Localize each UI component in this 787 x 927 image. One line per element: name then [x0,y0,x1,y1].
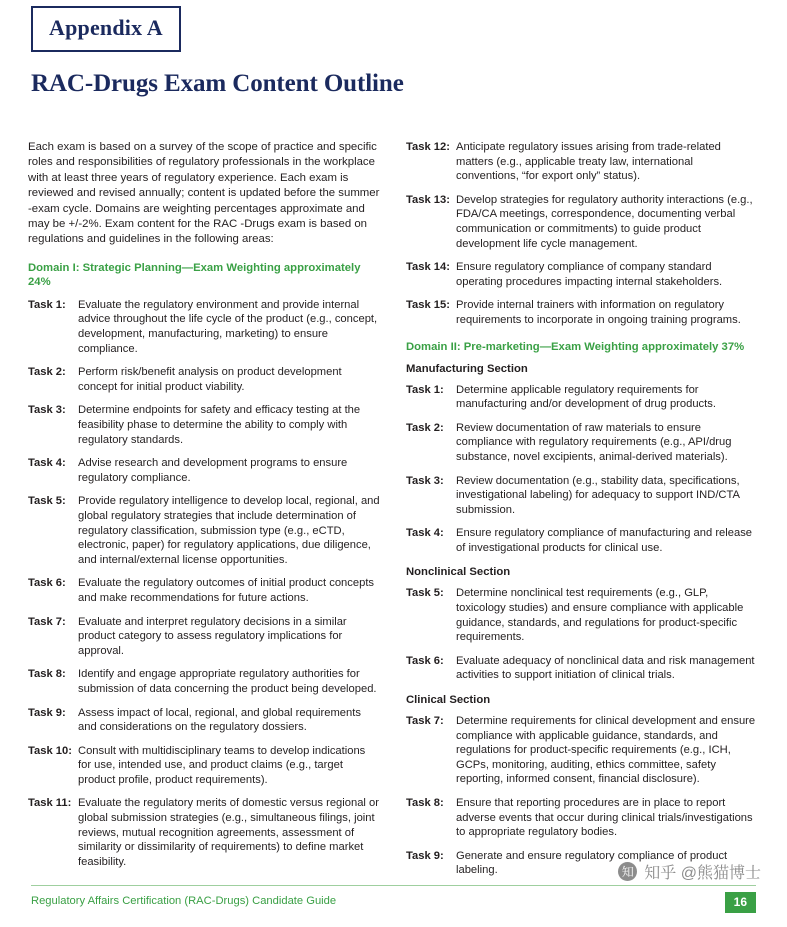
left-column [28,140,380,887]
task-item [406,383,758,412]
task-text: Ensure regulatory compliance of manufacturing and release of investigational products for clinical use. [456,527,753,554]
task-item [28,365,380,394]
task-number: Task 4: [28,457,66,470]
task-text: Perform risk/benefit analysis on product development concept for initial product viability. [78,366,342,393]
section-heading-manufacturing: Manufacturing Section [406,362,528,375]
task-text: Evaluate and interpret regulatory decisions in a similar product category to assess regulatory implications for approval. [78,615,347,657]
right-column [406,140,758,887]
task-item [28,706,380,735]
task-text: Provide regulatory intelligence to develop local, regional, and global regulatory strategies that include determination of regulatory classification, submission type (e.g., eCTD, electronic, paper) for regulatory applications, due diligence, and internal/external license opportunities. [78,495,380,566]
task-text: Review documentation of raw materials to ensure compliance with regulatory requirements (e.g., API/drug substance, novel excipients, animal-derived materials). [456,421,732,463]
task-item [28,298,380,356]
task-text: Advise research and development programs to ensure regulatory compliance. [78,457,348,484]
task-number: Task 8: [406,797,444,809]
task-item [406,421,758,465]
task-item [406,298,758,327]
page-number-badge: 16 [725,892,756,913]
task-text: Ensure that reporting procedures are in place to report adverse events that occur during clinical trials/investigations to appropriate regulatory bodies. [456,797,753,839]
zhihu-logo-icon: 知 [618,862,637,881]
task-number: Task 3: [406,474,444,487]
task-text: Identify and engage appropriate regulatory authorities for submission of data concerning the product being developed. [78,668,377,695]
task-number: Task 6: [28,577,66,590]
task-number: Task 1: [406,383,444,396]
task-text: Determine endpoints for safety and efficacy testing at the feasibility phase to determine the ability to comply with regulatory standards. [78,404,361,446]
task-text: Evaluate the regulatory environment and provide internal advice throughout the life cycle of the product (e.g., concept, development, manufacturing, marketing) to ensure compliance. [78,298,378,355]
task-number: Task 1: [28,298,66,311]
task-number: Task 6: [406,654,444,667]
task-number: Task 10: [28,744,72,757]
task-number: Task 7: [406,715,444,728]
task-number: Task 2: [406,421,444,434]
task-number: Task 2: [28,366,66,379]
task-text: Evaluate the regulatory merits of domestic versus regional or global submission strategies (e.g., simultaneous filings, joint reviews, mutual recognition agreements, assessment of similarity or dissimilarity of requirements) to define market feasibility. [78,797,379,868]
task-item [28,667,380,696]
task-text: Consult with multidisciplinary teams to develop indications for use, intended use, and product claims (e.g., target product profile, product requirements). [78,744,366,786]
page-title: RAC-Drugs Exam Content Outline [31,70,404,97]
task-number: Task 13: [406,193,450,206]
task-item [406,474,758,518]
appendix-label: Appendix A [49,15,163,40]
task-text: Generate and ensure regulatory compliance of product labeling. [456,849,728,877]
two-column-body [28,140,759,887]
task-text: Review documentation (e.g., stability data, specifications, investigational labeling) for adequacy to support IND/CTA submission. [456,474,740,516]
task-text: Provide internal trainers with information on regulatory requirements to incorporate in ongoing training programs. [456,299,741,326]
page-footer [31,885,756,909]
footer-divider [31,885,756,886]
task-item [406,654,758,683]
task-text: Assess impact of local, regional, and global requirements and considerations on the regulatory dossiers. [78,706,361,734]
task-number: Task 9: [406,849,444,862]
task-number: Task 14: [406,261,450,274]
watermark [618,860,761,883]
task-item [28,796,380,869]
task-number: Task 11: [28,797,72,810]
task-number: Task 3: [28,404,66,417]
task-item [406,193,758,251]
task-number: Task 4: [406,527,444,540]
task-text: Anticipate regulatory issues arising from trade-related matters (e.g., applicable treaty law, international conventions, “for export only” status). [456,141,721,183]
task-number: Task 9: [28,706,66,719]
task-text: Evaluate adequacy of nonclinical data and risk management activities to support initiation of clinical trials. [456,654,755,682]
task-text: Determine nonclinical test requirements (e.g., GLP, toxicology studies) and ensure compliance with applicable guidance, standards, and regulations for product-specific requirements. [456,587,744,644]
task-item [406,260,758,289]
task-item [28,403,380,447]
intro-paragraph: Each exam is based on a survey of the scope of practice and specific roles and responsibilities of regulatory professionals in the workplace with at least three years of regulatory experience. Each exam is reviewed and revised annually; content is updated before the summer -exam cycle. Domains are weighting percentages approximate and may be +/-2%. Exam content for the RAC -Drugs exam is based on regulations and guidelines in the following areas: [28,141,380,246]
task-text: Develop strategies for regulatory authority interactions (e.g., FDA/CA meetings, correspondence, documenting verbal communication or commitments) to guide product development life cycle management. [456,193,753,250]
task-item [28,744,380,788]
task-item [406,526,758,555]
task-item [406,140,758,184]
footer-text: Regulatory Affairs Certification (RAC-Drugs) Candidate Guide [31,895,337,907]
task-text: Ensure regulatory compliance of company standard operating procedures impacting internal stakeholders. [456,261,723,288]
task-item [406,714,758,787]
task-text: Evaluate the regulatory outcomes of initial product concepts and make recommendations for future actions. [78,577,375,604]
task-number: Task 12: [406,141,450,153]
task-number: Task 15: [406,299,450,312]
task-number: Task 5: [28,495,66,508]
domain-1-heading: Domain I: Strategic Planning—Exam Weighting approximately 24% [28,261,361,288]
task-item [406,586,758,644]
watermark-text: 知乎 @熊猫博士 [644,865,761,882]
section-heading-clinical: Clinical Section [406,694,491,707]
appendix-label-box [31,6,181,52]
task-item [28,615,380,659]
task-text: Determine applicable regulatory requirements for manufacturing and/or development of drug products. [456,383,716,411]
task-item [406,796,758,840]
domain-2-heading: Domain II: Pre-marketing—Exam Weighting approximately 37% [406,340,745,353]
task-number: Task 7: [28,615,66,628]
section-heading-nonclinical: Nonclinical Section [406,566,511,579]
task-item [28,456,380,485]
task-text: Determine requirements for clinical development and ensure compliance with applicable guidance, standards, and regulations for product-specific requirements (e.g., ICH, GCPs, monitoring, auditing, ethics committee, safety reporting, informed consent, financial disclosure). [456,715,756,786]
task-number: Task 5: [406,587,444,600]
task-item [28,576,380,605]
task-number: Task 8: [28,668,66,681]
task-item [28,494,380,567]
